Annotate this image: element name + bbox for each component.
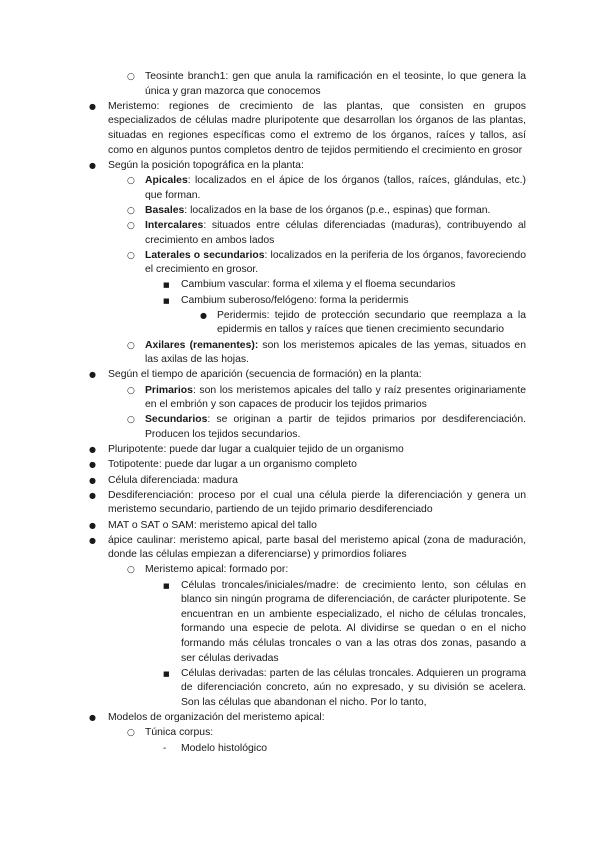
list-item-meristemo	[89, 100, 526, 158]
circle-bullet-icon: ○	[127, 220, 135, 231]
item-text: Según la posición topográfica en la planta:	[108, 159, 304, 171]
circle-bullet-icon: ○	[127, 72, 135, 82]
item-text: Célula diferenciada: madura	[108, 474, 238, 486]
list-item-modelos	[89, 711, 526, 726]
list-item-desdiferenciacion	[89, 489, 526, 518]
bullet-icon: ●	[200, 310, 207, 320]
list-item-tunica-corpus	[127, 726, 526, 741]
list-item-mat	[89, 519, 526, 534]
list-item-apice-caulinar	[89, 534, 526, 563]
item-text: Células troncales/iniciales/madre: de crecimiento lento, son células en blanco sin ningún programa de diferenciación, de carácter pluripotente. Se encuentran en un ambiente especializado, el nicho de células troncales, formando una especie de pelota. Al dividirse se quedan o en el nicho formando más células troncales o van a las otras dos zonas, pasando a ser células derivadas	[181, 579, 526, 664]
bullet-icon: ●	[89, 535, 96, 545]
item-text: : localizados en la base de los órganos (p.e., espinas) que forman.	[184, 204, 491, 216]
bullet-icon: ●	[89, 160, 96, 170]
item-text: Modelos de organización del meristemo apical:	[108, 712, 325, 724]
list-item-apicales	[127, 174, 526, 203]
list-item-cambium-suberoso	[163, 294, 526, 309]
list-item-celula-diferenciada	[89, 474, 526, 489]
circle-bullet-icon: ○	[127, 175, 135, 186]
term-secundarios: Secundarios	[145, 414, 208, 426]
item-text: MAT o SAT o SAM: meristemo apical del tallo	[108, 519, 317, 531]
list-item-tiempo	[89, 368, 526, 383]
item-text: Teosinte branch1: gen que anula la ramificación en el teosinte, lo que genera la única y gran mazorca que conocemos	[145, 71, 526, 97]
bullet-icon: ●	[89, 101, 96, 111]
item-text: Modelo histológico	[181, 742, 268, 754]
item-text: Meristemo apical: formado por:	[145, 564, 289, 576]
term-axilares: Axilares (remanentes):	[145, 339, 259, 351]
circle-bullet-icon: ○	[127, 728, 135, 739]
list-item-basales	[127, 204, 526, 219]
list-item-intercalares	[127, 219, 526, 248]
square-bullet-icon: ■	[163, 281, 170, 290]
item-text: Según el tiempo de aparición (secuencia de formación) en la planta:	[108, 369, 422, 381]
notes-list	[0, 70, 600, 757]
item-text: Cambium suberoso/felógeno: forma la peridermis	[181, 294, 409, 306]
term-primarios: Primarios	[145, 384, 193, 396]
square-bullet-icon: ■	[163, 581, 170, 590]
bullet-icon: ●	[89, 713, 96, 723]
list-item-laterales	[127, 249, 526, 278]
circle-bullet-icon: ○	[127, 340, 135, 351]
term-basales: Basales	[145, 204, 185, 216]
list-item-secundarios	[127, 413, 526, 442]
list-item-meristemo-apical	[127, 563, 526, 578]
term-apicales: Apicales	[145, 174, 188, 186]
bullet-icon: ●	[89, 490, 96, 500]
item-text: Peridermis: tejido de protección secundario que reemplaza a la epidermis en tallos y raíces que tienen crecimiento secundario	[217, 309, 526, 336]
circle-bullet-icon: ○	[127, 250, 135, 261]
dash-bullet-icon: -	[163, 742, 167, 754]
circle-bullet-icon: ○	[127, 385, 135, 396]
item-text: : situados entre células diferenciadas (maduras), contribuyendo al crecimiento en ambos lados	[145, 219, 526, 246]
item-text: Desdiferenciación: proceso por el cual una célula pierde la diferenciación y genera un meristemo secundario, partiendo de un tejido primario desdiferenciado	[108, 489, 526, 516]
bullet-icon: ●	[89, 475, 96, 485]
list-item-totipotente	[89, 458, 526, 473]
item-text: Cambium vascular: forma el xilema y el floema secundarios	[181, 279, 456, 291]
bullet-icon: ●	[89, 370, 96, 380]
list-item-teosinte	[127, 70, 526, 99]
item-text: Meristemo: regiones de crecimiento de las plantas, que consisten en grupos especializados de células madre pluripotente que desarrollan los órganos de las plantas, situadas en regiones específicas como el extremo de los órganos, raíces y tallos, así como en algunos puntos completos dentro de tejidos permitiendo el crecimiento en grosor	[108, 100, 526, 156]
item-text: son los meristemos apicales de las yemas, situados en las axilas de las hojas.	[145, 339, 526, 366]
list-item-posicion	[89, 159, 526, 174]
item-text: : son los meristemos apicales del tallo y raíz presentes originariamente en el embrión y son capaces de producir los tejidos primarios	[145, 384, 526, 411]
item-text: Totipotente: puede dar lugar a un organismo completo	[108, 459, 357, 471]
term-laterales: Laterales o secundarios	[145, 249, 265, 261]
list-item-cambium-vascular	[163, 278, 526, 293]
bullet-icon: ●	[89, 445, 96, 455]
list-item-peridermis	[200, 309, 526, 338]
list-item-pluripotente	[89, 443, 526, 458]
term-intercalares: Intercalares	[145, 219, 204, 231]
bullet-icon: ●	[89, 520, 96, 530]
item-text: Células derivadas: parten de las células troncales. Adquieren un programa de diferenciación concreto, aún no expresado, y su división se acelera. Son las células que abandonan el nicho. Por lo tanto,	[181, 667, 526, 708]
item-text: Túnica corpus:	[145, 727, 214, 739]
square-bullet-icon: ■	[163, 296, 170, 305]
circle-bullet-icon: ○	[127, 415, 135, 426]
list-item-celulas-troncales	[163, 579, 526, 667]
item-text: : se originan a partir de tejidos primarios por desdiferenciación. Producen los tejidos secundarios.	[145, 414, 526, 440]
item-text: ápice caulinar: meristemo apical, parte basal del meristemo apical (zona de maduración, donde las células empiezan a diferenciarse) y primordios foliares	[108, 534, 526, 561]
square-bullet-icon: ■	[163, 669, 170, 678]
item-text: : localizados en la periferia de los órganos, favoreciendo el crecimiento en grosor.	[145, 249, 526, 276]
list-item-modelo-histologico	[163, 742, 526, 757]
circle-bullet-icon: ○	[127, 565, 135, 576]
item-text: : localizados en el ápice de los órganos (tallos, raíces, glándulas, etc.) que forman.	[145, 174, 526, 201]
list-item-axilares	[127, 339, 526, 368]
item-text: Pluripotente: puede dar lugar a cualquier tejido de un organismo	[108, 444, 404, 456]
circle-bullet-icon: ○	[127, 205, 135, 216]
list-item-celulas-derivadas	[163, 667, 526, 711]
bullet-icon: ●	[89, 460, 96, 470]
list-item-primarios	[127, 384, 526, 413]
